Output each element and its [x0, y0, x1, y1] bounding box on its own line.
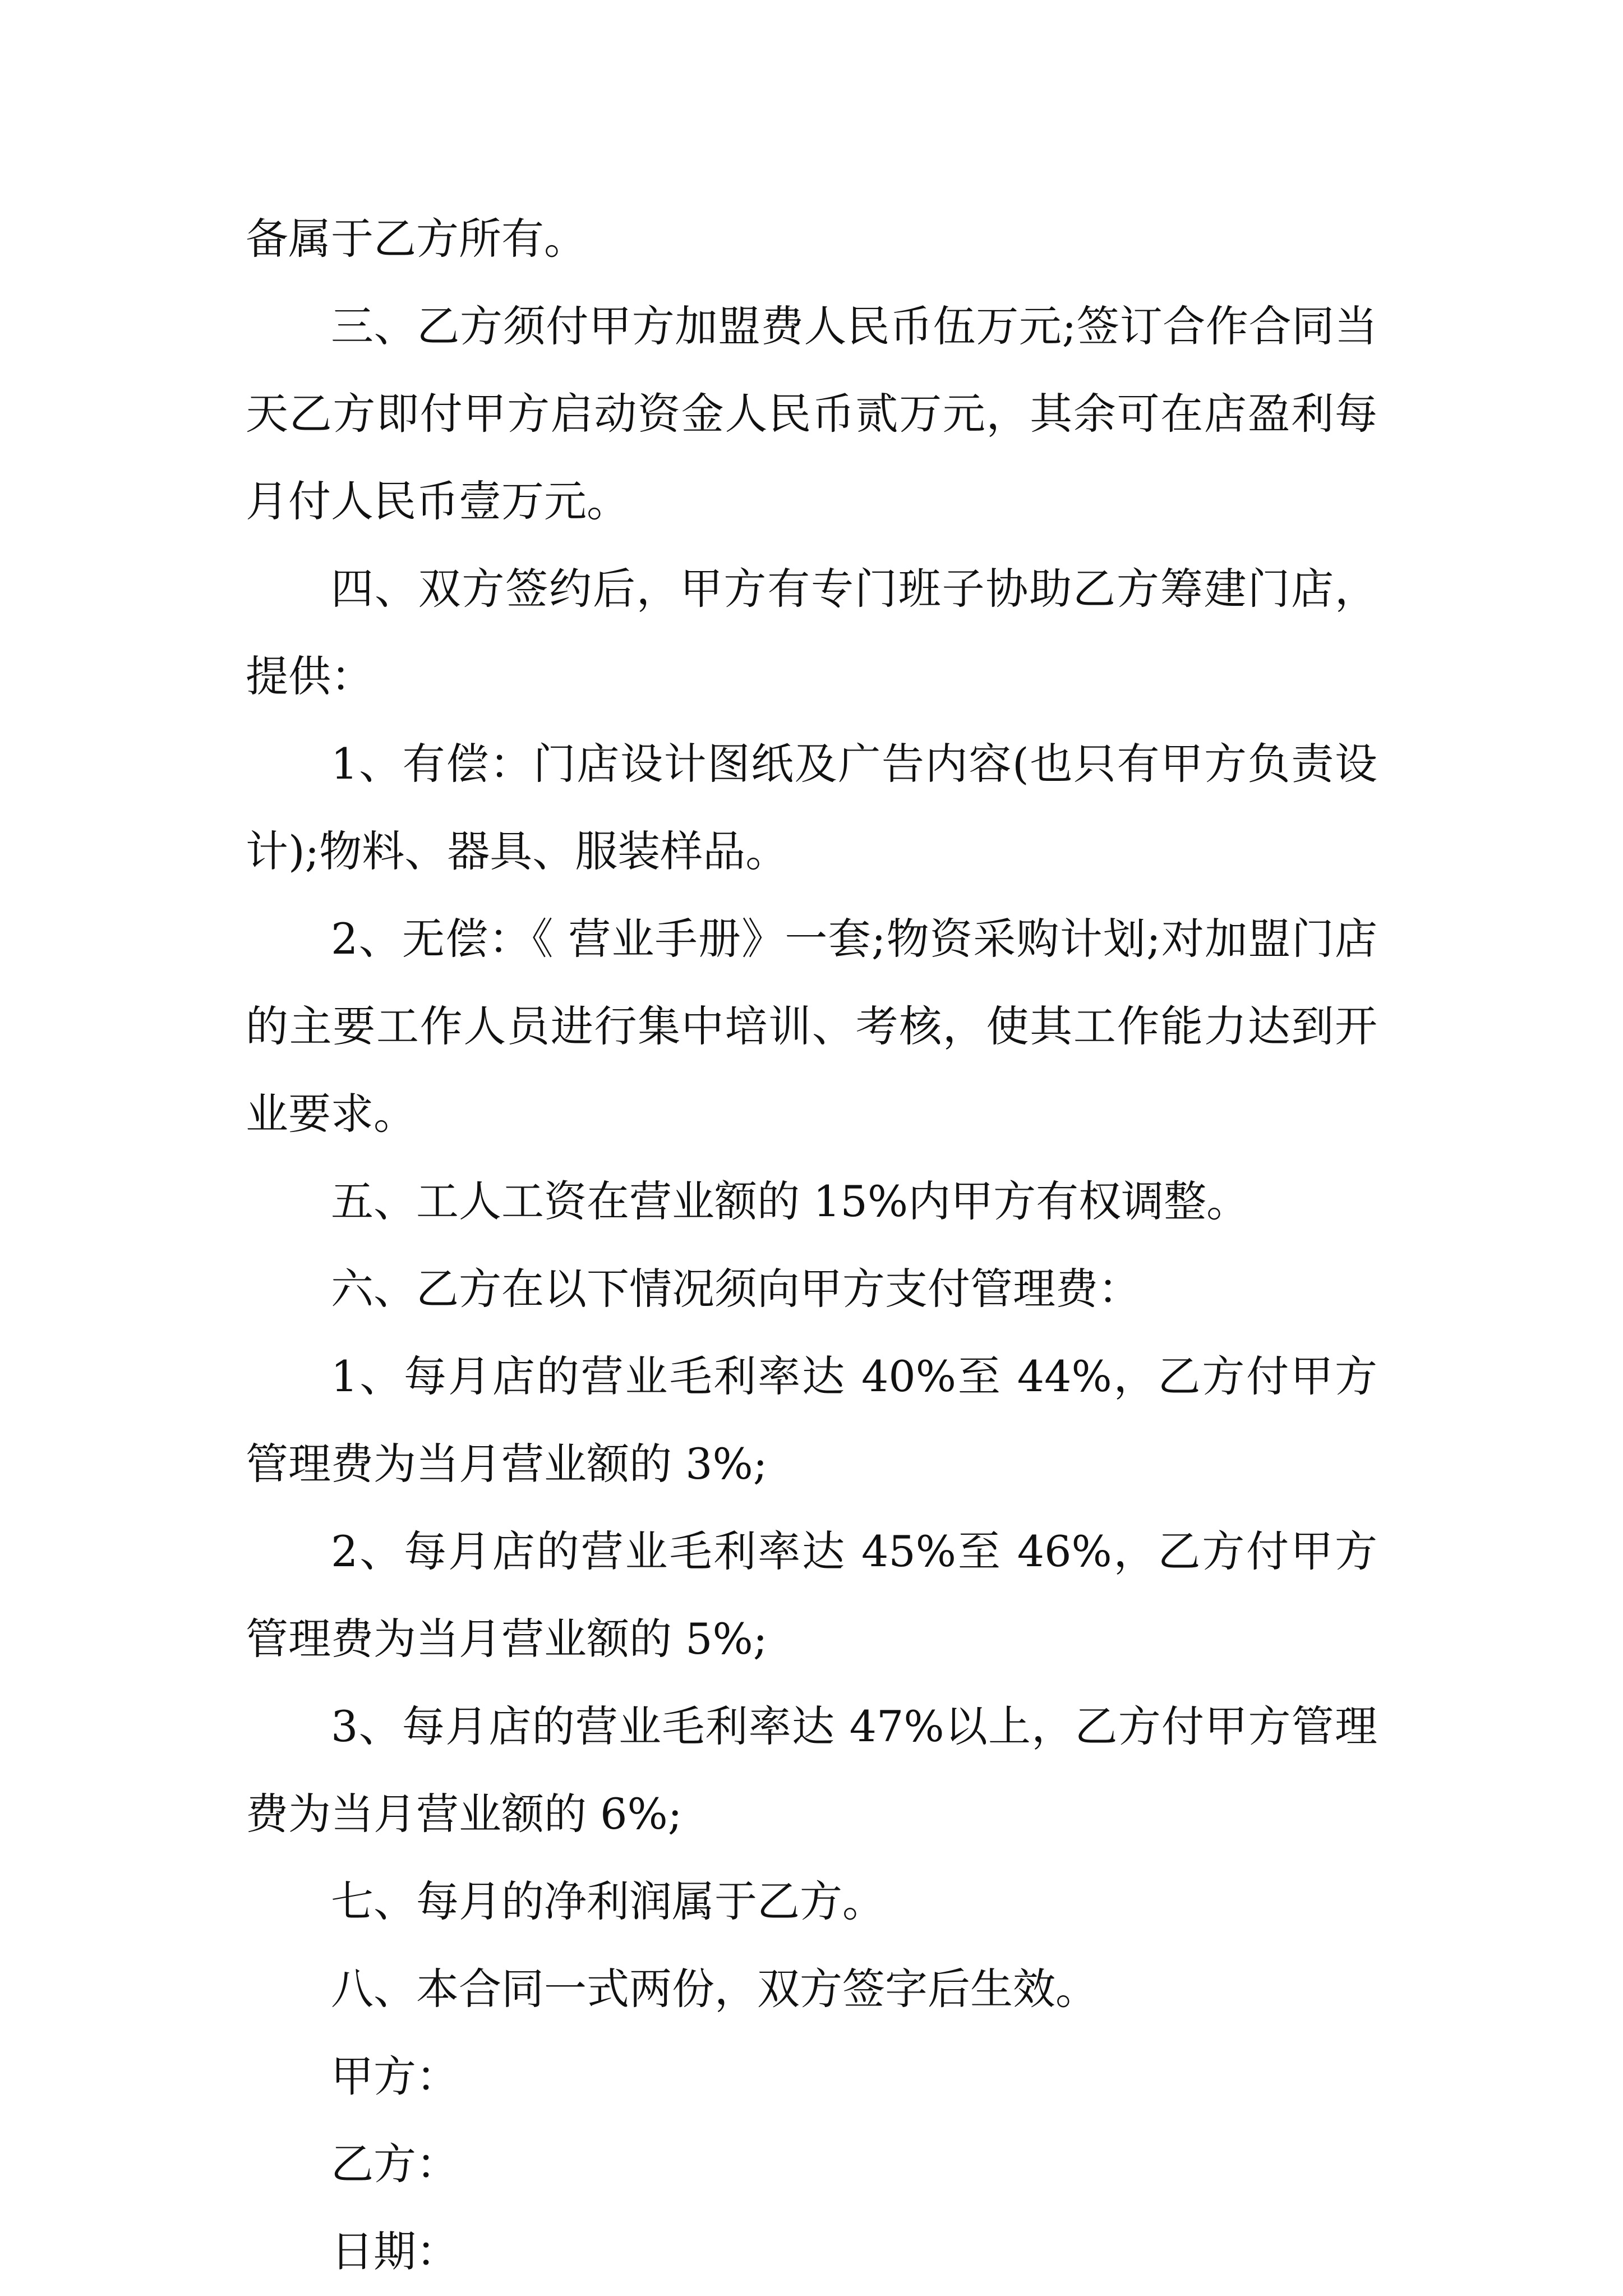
clause-7-net-profit: 七、每月的净利润属于乙方。 — [331, 1876, 885, 1926]
clause-8-effect: 八、本合同一式两份，双方签字后生效。 — [331, 1964, 1098, 2014]
clause-6-tier-3: 3、每月店的营业毛利率达 47%以上，乙方付甲方管理费为当月营业额的 6%; — [246, 1701, 1377, 1839]
clause-6-tier-1: 1、每月店的营业毛利率达 40%至 44%，乙方付甲方管理费为当月营业额的 3%; — [246, 1351, 1377, 1489]
clause-5-wages: 五、工人工资在营业额的 15%内甲方有权调整。 — [331, 1176, 1249, 1226]
clause-4-free-items: 2、无偿：《 营业手册》一套;物资采购计划;对加盟门店的主要工作人员进行集中培训、考核，使其工作能力达到开业要求。 — [246, 914, 1377, 1139]
clause-4-support: 四、双方签约后，甲方有专门班子协助乙方筹建门店，提供： — [246, 564, 1377, 701]
signature-party-b: 乙方： — [331, 2139, 459, 2189]
clause-6-management-fee: 六、乙方在以下情况须向甲方支付管理费： — [331, 1264, 1141, 1314]
clause-3-franchise-fee: 三、乙方须付甲方加盟费人民币伍万元;签订合作合同当天乙方即付甲方启动资金人民币贰万元，其余可在店盈利每月付人民币壹万元。 — [246, 301, 1377, 526]
signature-date: 日期： — [331, 2226, 459, 2276]
clause-4-paid-items: 1、有偿：门店设计图纸及广告内容(也只有甲方负责设计);物料、器具、服装样品。 — [246, 739, 1377, 876]
paragraph-continuation: 备属于乙方所有。 — [246, 214, 587, 264]
contract-body — [246, 195, 1377, 2295]
clause-6-tier-2: 2、每月店的营业毛利率达 45%至 46%，乙方付甲方管理费为当月营业额的 5%; — [246, 1526, 1377, 1664]
signature-party-a: 甲方： — [331, 2051, 459, 2101]
